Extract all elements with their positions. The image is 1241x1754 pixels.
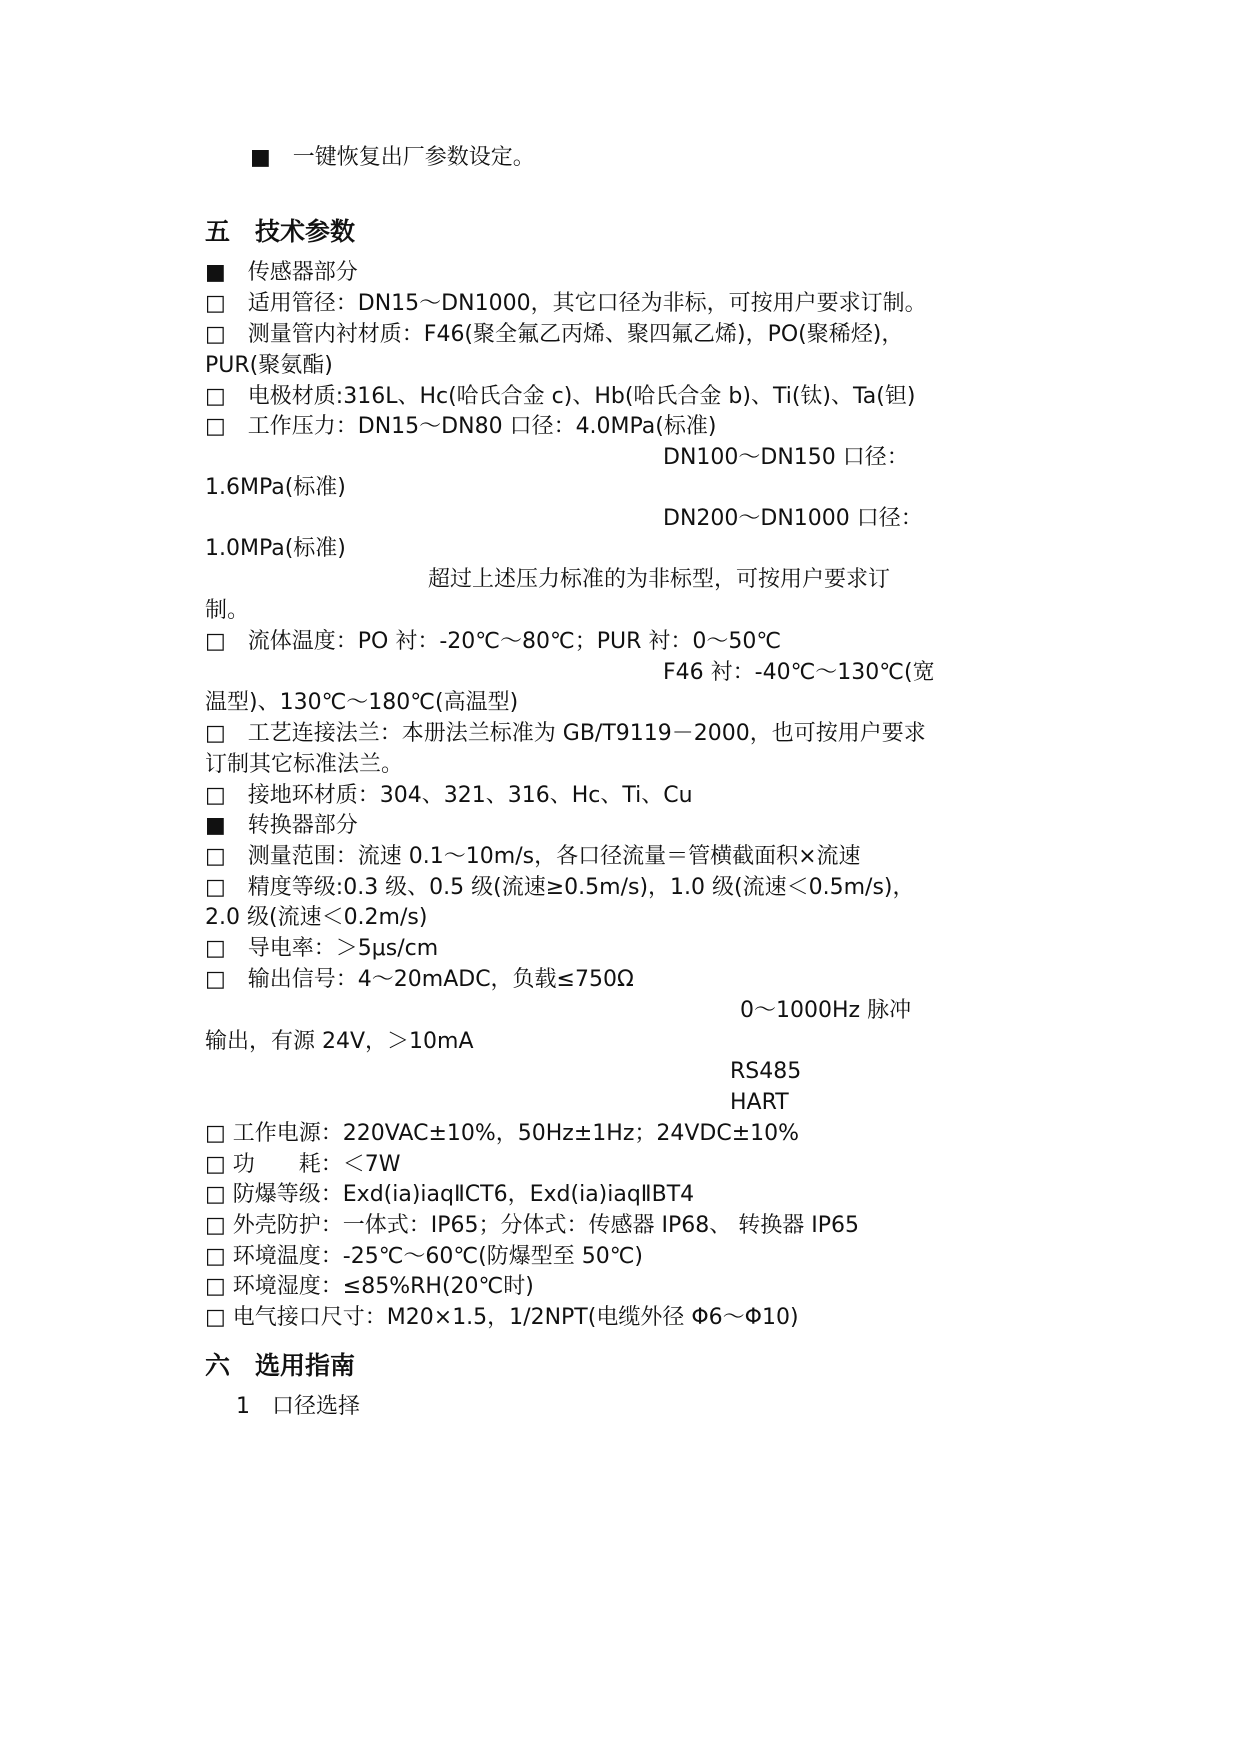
bullet-factory-reset: ■ 一键恢复出厂参数设定。 (250, 145, 535, 170)
spec-lining-material: □ 测量管内衬材质：F46(聚全氟乙丙烯、聚四氟乙烯)，PO(聚稀烃)， (205, 322, 904, 347)
spec-measuring-range: □ 测量范围：流速 0.1～10m/s，各口径流量＝管横截面积×流速 (205, 844, 861, 869)
spec-output-signal: □ 输出信号：4～20mADC，负载≤750Ω (205, 967, 634, 992)
spec-electrode-material: □ 电极材质:316L、Hc(哈氏合金 c)、Hb(哈氏合金 b)、Ti(钛)、Ta(钽) (205, 384, 916, 409)
section-heading-tech-params: 五 技术参数 (205, 217, 356, 246)
subheading-converter: ■ 转换器部分 (205, 813, 358, 838)
spec-explosion-proof: □ 防爆等级：Exd(ia)iaqⅡCT6，Exd(ia)iaqⅡBT4 (205, 1182, 695, 1207)
spec-output-hart: HART (730, 1090, 789, 1115)
spec-ambient-temperature: □ 环境温度：-25℃～60℃(防爆型至 50℃) (205, 1244, 643, 1269)
spec-enclosure-protection: □ 外壳防护：一体式：IP65；分体式：传感器 IP68、 转换器 IP65 (205, 1213, 860, 1238)
spec-fluid-temperature: □ 流体温度：PO 衬：-20℃～80℃；PUR 衬：0～50℃ (205, 629, 782, 654)
spec-conductivity: □ 导电率：＞5μs/cm (205, 936, 439, 961)
spec-fluid-temperature-f46: F46 衬：-40℃～130℃(宽 (663, 660, 935, 685)
subheading-sensor: ■ 传感器部分 (205, 260, 358, 285)
spec-electrical-interface: □ 电气接口尺寸：M20×1.5，1/2NPT(电缆外径 Φ6～Φ10) (205, 1305, 799, 1330)
spec-power-supply: □ 工作电源：220VAC±10%，50Hz±1Hz；24VDC±10% (205, 1121, 800, 1146)
spec-accuracy: □ 精度等级:0.3 级、0.5 级(流速≥0.5m/s)，1.0 级(流速＜0.5m/s)， (205, 875, 915, 900)
spec-output-pulse-cont: 输出，有源 24V，＞10mA (205, 1029, 474, 1054)
spec-pressure-nonstandard: 超过上述压力标准的为非标型，可按用户要求订 (428, 567, 891, 592)
spec-pressure-dn100: DN100～DN150 口径： (663, 445, 909, 470)
spec-pressure-dn100-value: 1.6MPa(标准) (205, 475, 346, 500)
spec-power-consumption: □ 功 耗：＜7W (205, 1152, 401, 1177)
spec-grounding-ring: □ 接地环材质：304、321、316、Hc、Ti、Cu (205, 783, 693, 808)
subsection-diameter-selection: 1 口径选择 (236, 1394, 360, 1419)
spec-fluid-temperature-cont: 温型)、130℃～180℃(高温型) (205, 690, 519, 715)
spec-flange: □ 工艺连接法兰：本册法兰标准为 GB/T9119－2000，也可按用户要求 (205, 721, 926, 746)
spec-lining-material-cont: PUR(聚氨酯) (205, 353, 333, 378)
spec-flange-cont: 订制其它标准法兰。 (205, 752, 404, 777)
spec-accuracy-cont: 2.0 级(流速＜0.2m/s) (205, 905, 428, 930)
spec-output-rs485: RS485 (730, 1059, 802, 1084)
spec-ambient-humidity: □ 环境湿度：≤85%RH(20℃时) (205, 1274, 534, 1299)
spec-pressure-dn200: DN200～DN1000 口径： (663, 506, 923, 531)
spec-output-pulse: 0～1000Hz 脉冲 (740, 998, 912, 1023)
section-heading-selection-guide: 六 选用指南 (205, 1351, 356, 1380)
spec-pressure-nonstandard-cont: 制。 (205, 598, 250, 623)
spec-pipe-diameter: □ 适用管径：DN15～DN1000，其它口径为非标，可按用户要求订制。 (205, 291, 927, 316)
spec-working-pressure: □ 工作压力：DN15～DN80 口径：4.0MPa(标准) (205, 414, 717, 439)
spec-pressure-dn200-value: 1.0MPa(标准) (205, 536, 346, 561)
